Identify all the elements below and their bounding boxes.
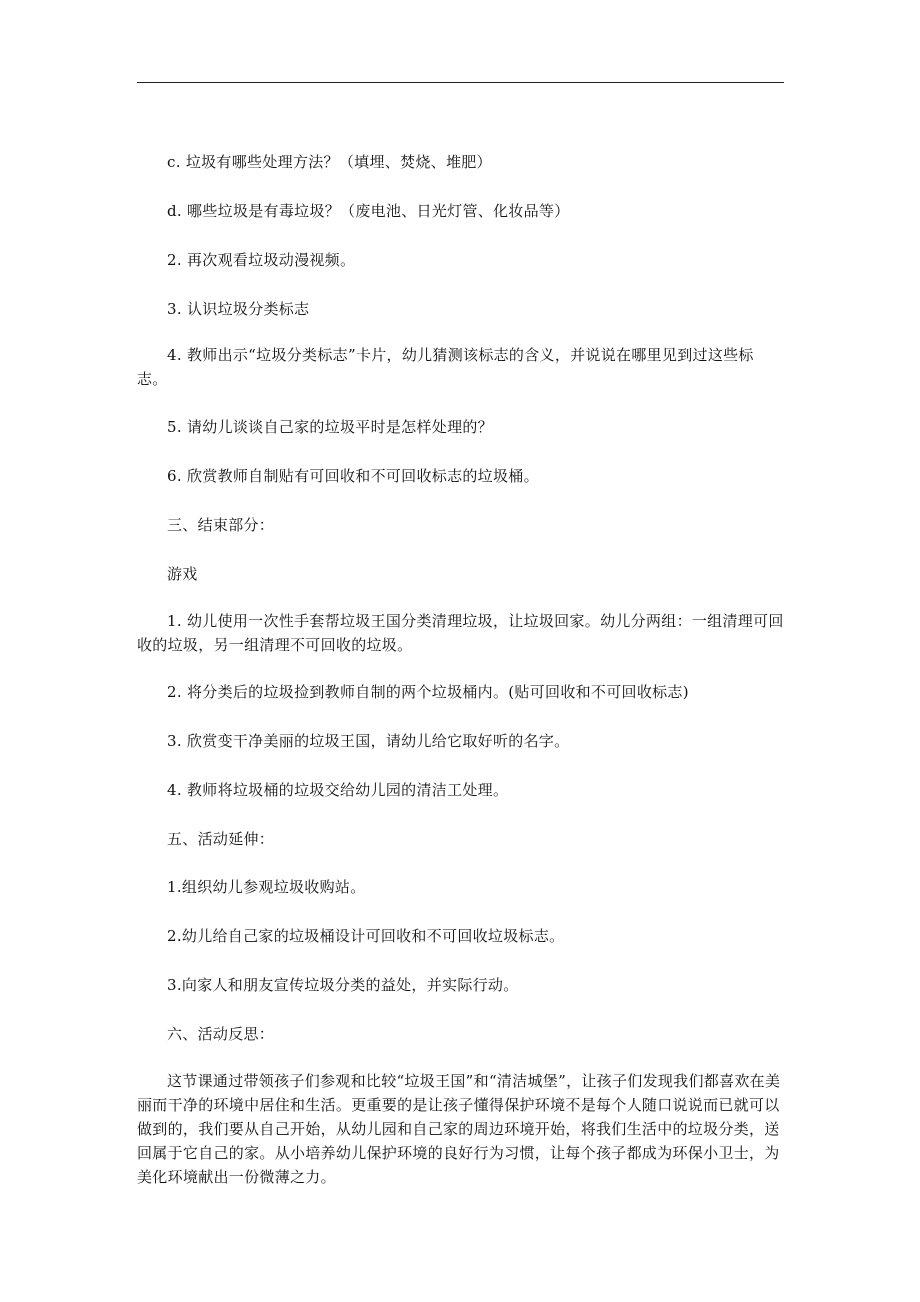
game-step-2: 2. 将分类后的垃圾捡到教师自制的两个垃圾桶内。(贴可回收和不可回收标志)	[167, 683, 689, 701]
game-step-1: 1. 幼儿使用一次性手套帮垃圾王国分类清理垃圾，让垃圾回家。幼儿分两组：一组清理可回收的垃圾，另一组清理不可回收的垃圾。	[137, 612, 784, 654]
reflection-paragraph: 这节课通过带领孩子们参观和比较“垃圾王国”和“清洁城堡”，让孩子们发现我们都喜欢在美丽而干净的环境中居住和生活。更重要的是让孩子懂得保护环境不是每个人随口说说而已就可以做到的，我们要从自己开始，从幼儿园和自己家的周边环境开始，将我们生活中的垃圾分类，送回属于它自己的家。从小培养幼儿保护环境的良好行为习惯，让每个孩子都成为环保小卫士，为美化环境献出一份微薄之力。	[137, 1072, 781, 1186]
extension-3: 3.向家人和朋友宣传垃圾分类的益处，并实际行动。	[167, 976, 519, 994]
section-heading-5: 五、活动延伸：	[167, 830, 275, 848]
game-label: 游戏	[167, 565, 198, 583]
game-step-3: 3. 欣赏变干净美丽的垃圾王国，请幼儿给它取好听的名字。	[167, 732, 570, 750]
step-6: 6. 欣赏教师自制贴有可回收和不可回收标志的垃圾桶。	[167, 467, 539, 485]
section-heading-6: 六、活动反思：	[167, 1025, 275, 1043]
step-4: 4. 教师出示“垃圾分类标志”卡片，幼儿猜测该标志的含义，并说说在哪里见到过这些标志。	[137, 346, 754, 388]
game-step-4: 4. 教师将垃圾桶的垃圾交给幼儿园的清洁工处理。	[167, 781, 509, 799]
step-5: 5. 请幼儿谈谈自己家的垃圾平时是怎样处理的？	[167, 418, 493, 436]
extension-1: 1.组织幼儿参观垃圾收购站。	[167, 878, 366, 896]
step-3: 3. 认识垃圾分类标志	[167, 300, 310, 318]
header-rule	[137, 82, 784, 83]
question-d: d. 哪些垃圾是有毒垃圾？（废电池、日光灯管、化妆品等）	[167, 202, 570, 220]
question-c: c. 垃圾有哪些处理方法？（填埋、焚烧、堆肥）	[167, 153, 492, 171]
extension-2: 2.幼儿给自己家的垃圾桶设计可回收和不可回收垃圾标志。	[167, 927, 565, 945]
section-heading-3: 三、结束部分：	[167, 516, 275, 534]
step-2: 2. 再次观看垃圾动漫视频。	[167, 251, 356, 269]
